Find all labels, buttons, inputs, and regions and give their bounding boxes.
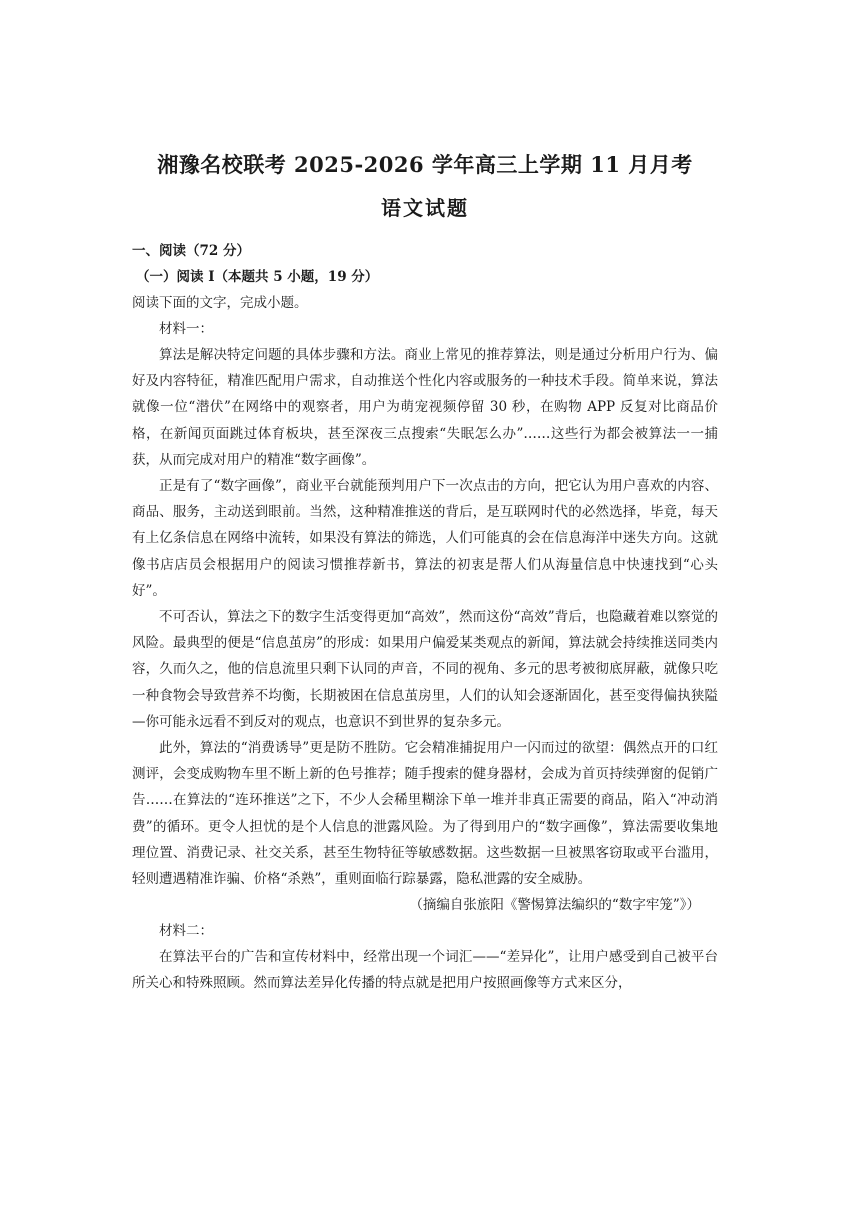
material-1-paragraph: 不可否认，算法之下的数字生活变得更加“高效”，然而这份“高效”背后，也隐藏着难以察觉的风险。最典型的便是“信息茧房”的形成：如果用户偏爱某类观点的新闻，算法就会持续推送同类内容，久而久之，他的信息流里只剩下认同的声音，不同的视角、多元的思考被彻底屏蔽，就像只吃一种食物会导致营养不均衡，长期被困在信息茧房里，人们的认知会逐渐固化，甚至变得偏执狭隘—你可能永远看不到反对的观点，也意识不到世界的复杂多元。 xyxy=(132,609,718,730)
material-2-label: 材料二： xyxy=(159,923,213,940)
material-1-label: 材料一： xyxy=(159,321,213,337)
exam-title: 湘豫名校联考 2025-2026 学年高三上学期 11 月月考 xyxy=(157,152,693,177)
material-1-paragraph: 此外，算法的“消费诱导”更是防不胜防。它会精准捕捉用户一闪而过的欲望：偶然点开的口红测评，会变成购物车里不断上新的色号推荐；随手搜索的健身器材，会成为首页持续弹窗的促销广告……在算法的“连环推送”之下，不少人会稀里糊涂下单一堆并非真正需要的商品，陷入“冲动消费”的循环。更令人担忧的是个人信息的泄露风险。为了得到用户的“数字画像”，算法需要收集地理位置、消费记录、社交关系，甚至生物特征等敏感数据。这些数据一旦被黑客窃取或平台滥用，轻则遭遇精准诈骗、价格“杀熟”，重则面临行踪暴露，隐私泄露的安全威胁。 xyxy=(132,740,718,888)
material-1-paragraph: 正是有了“数字画像”，商业平台就能预判用户下一次点击的方向，把它认为用户喜欢的内容、商品、服务，主动送到眼前。当然，这种精准推送的背后，是互联网时代的必然选择，毕竟，每天有上亿条信息在网络中流转，如果没有算法的筛选，人们可能真的会在信息海洋中迷失方向。这就像书店店员会根据用户的阅读习惯推荐新书，算法的初衷是帮人们从海量信息中快速找到“心头好”。 xyxy=(132,478,718,599)
exam-subtitle: 语文试题 xyxy=(381,196,469,220)
material-1-source: （摘编自张旅阳《警惕算法编织的“数字牢笼”》） xyxy=(409,897,700,914)
material-1-paragraph: 算法是解决特定问题的具体步骤和方法。商业上常见的推荐算法，则是通过分析用户行为、偏好及内容特征，精准匹配用户需求，自动推送个性化内容或服务的一种技术手段。简单来说，算法就像一位“潜伏”在网络中的观察者，用户为萌宠视频停留 30 秒，在购物 APP 反复对比商品价格，在新闻页面跳过体育板块，甚至深夜三点搜索“失眠怎么办”……这些行为都会被算法一一捕获，从而完成对用户的精准“数字画像”。 xyxy=(132,347,718,468)
section-heading: 一、阅读（72 分） xyxy=(132,243,250,259)
instruction-text: 阅读下面的文字，完成小题。 xyxy=(132,295,308,311)
material-2-paragraph: 在算法平台的广告和宣传材料中，经常出现一个词汇——“差异化”，让用户感受到自己被平台所关心和特殊照顾。然而算法差异化传播的特点就是把用户按照画像等方式来区分， xyxy=(132,949,718,992)
sub-heading: （一）阅读 I（本题共 5 小题，19 分） xyxy=(136,269,379,285)
